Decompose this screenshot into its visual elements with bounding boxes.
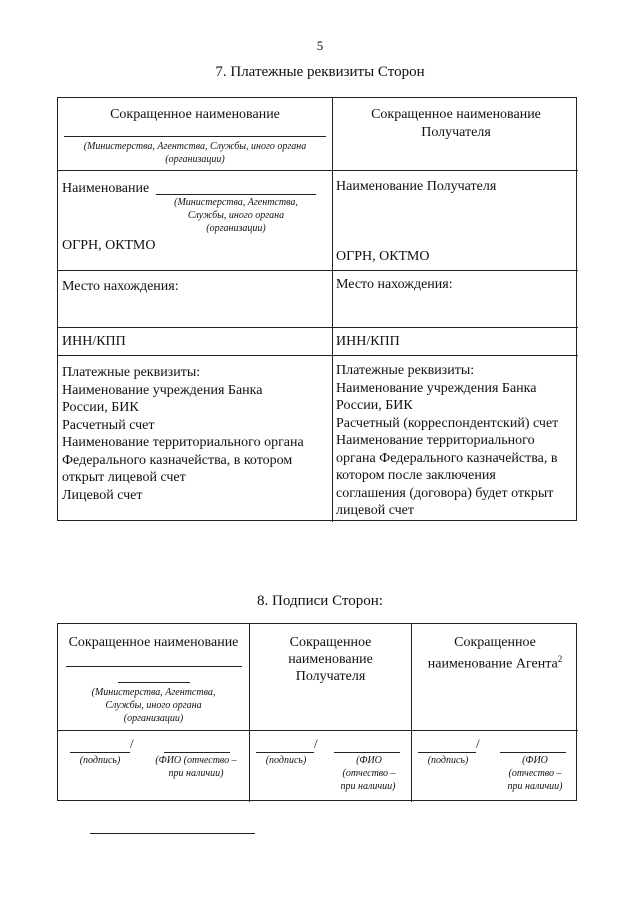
fio-caption-b: (отчество –	[342, 768, 396, 779]
payment-line: Наименование территориального	[336, 433, 535, 448]
fio-line	[500, 752, 566, 753]
fio-caption-a: (ФИО	[356, 755, 382, 766]
right-header-line-1: Сокращенное наименование	[371, 107, 541, 122]
location-left: Место нахождения:	[62, 279, 179, 294]
payment-details-left	[62, 364, 304, 504]
payment-line: Наименование учреждения Банка	[336, 380, 537, 396]
row-divider	[58, 170, 578, 171]
col2-header-2: наименование	[288, 652, 373, 667]
footnote-separator	[90, 833, 255, 834]
page-number: 5	[316, 38, 324, 53]
row-divider	[58, 730, 578, 731]
row-divider	[58, 270, 578, 271]
payment-details-table	[57, 97, 577, 521]
right-header-line-2: Получателя	[421, 125, 491, 140]
payment-details-right	[336, 362, 558, 520]
payment-line: России, БИК	[336, 398, 413, 413]
signature-line	[418, 752, 476, 753]
col3-header-1: Сокращенное	[454, 635, 536, 650]
signature-caption: (подпись)	[427, 755, 469, 766]
fio-caption-c: при наличии)	[340, 781, 396, 792]
payment-line: лицевой счет	[336, 503, 414, 518]
section-7-heading: 7. Платежные реквизиты Сторон	[215, 64, 425, 80]
fio-line	[164, 752, 230, 753]
signature-line	[256, 752, 314, 753]
col1-note-1: (Министерства, Агентства,	[91, 687, 216, 698]
signatures-table	[57, 623, 577, 801]
column-divider	[332, 98, 333, 522]
fio-caption-c: при наличии)	[507, 781, 563, 792]
signature-underline	[64, 136, 326, 137]
fio-caption-1: (ФИО (отчество –	[155, 755, 237, 766]
col2-header-1: Сокращенное	[289, 635, 372, 650]
payment-line: Расчетный счет	[62, 417, 155, 433]
col1-short-underline	[118, 682, 190, 683]
location-right: Место нахождения:	[336, 277, 453, 292]
slash: /	[314, 736, 318, 751]
col1-header: Сокращенное наименование	[68, 635, 239, 650]
fio-caption-b: (отчество –	[508, 768, 562, 779]
ogrn-left: ОГРН, ОКТМО	[62, 238, 156, 253]
payment-line: Расчетный (корреспондентский) счет	[336, 415, 559, 431]
slash: /	[476, 736, 480, 751]
section-8-heading: 8. Подписи Сторон:	[257, 593, 383, 609]
payment-line: органа Федерального казначейства, в	[336, 450, 558, 466]
fio-caption-2: при наличии)	[168, 768, 224, 779]
payment-line: Наименование территориального органа	[62, 435, 304, 450]
footnote-mark: 2	[557, 654, 563, 664]
row-divider	[58, 327, 578, 328]
signature-line	[70, 752, 130, 753]
payment-line: России, БИК	[62, 400, 139, 415]
recipient-name-label: Наименование Получателя	[336, 179, 497, 194]
fio-line	[334, 752, 400, 753]
name-underline	[156, 194, 316, 195]
col2-header-3: Получателя	[295, 669, 366, 684]
left-header: Сокращенное наименование	[110, 107, 280, 122]
inn-right: ИНН/КПП	[336, 334, 400, 349]
col3-header-2: наименование Агента	[427, 656, 558, 672]
col1-underline	[66, 666, 242, 667]
signature-caption: (подпись)	[79, 755, 121, 766]
name-note-2: Службы, иного органа	[187, 210, 285, 221]
name-note-3: (организации)	[206, 223, 266, 234]
payment-line: Федерального казначейства, в котором	[62, 452, 293, 468]
payment-line: Платежные реквизиты:	[336, 363, 475, 378]
left-header-note: (Министерства, Агентства, Службы, иного органа (организации)	[83, 141, 307, 165]
payment-line: соглашения (договора) будет открыт	[336, 485, 554, 501]
slash: /	[130, 736, 134, 751]
payment-line: Лицевой счет	[62, 487, 143, 503]
col3-header-2-wrap	[412, 651, 578, 673]
payment-line: Наименование учреждения Банка	[62, 382, 263, 398]
col1-note-3: (организации)	[123, 713, 184, 724]
inn-left: ИНН/КПП	[62, 334, 126, 349]
payment-line: котором после заключения	[336, 468, 496, 483]
row-divider	[58, 355, 578, 356]
signature-caption: (подпись)	[265, 755, 307, 766]
name-note-1: (Министерства, Агентства,	[174, 197, 298, 208]
name-label: Наименование	[62, 181, 150, 196]
ogrn-right: ОГРН, ОКТМО	[336, 249, 430, 264]
payment-line: Платежные реквизиты:	[62, 365, 201, 380]
col1-note-2: Службы, иного органа	[105, 700, 202, 711]
payment-line: открыт лицевой счет	[62, 470, 186, 485]
fio-caption-a: (ФИО	[522, 755, 548, 766]
